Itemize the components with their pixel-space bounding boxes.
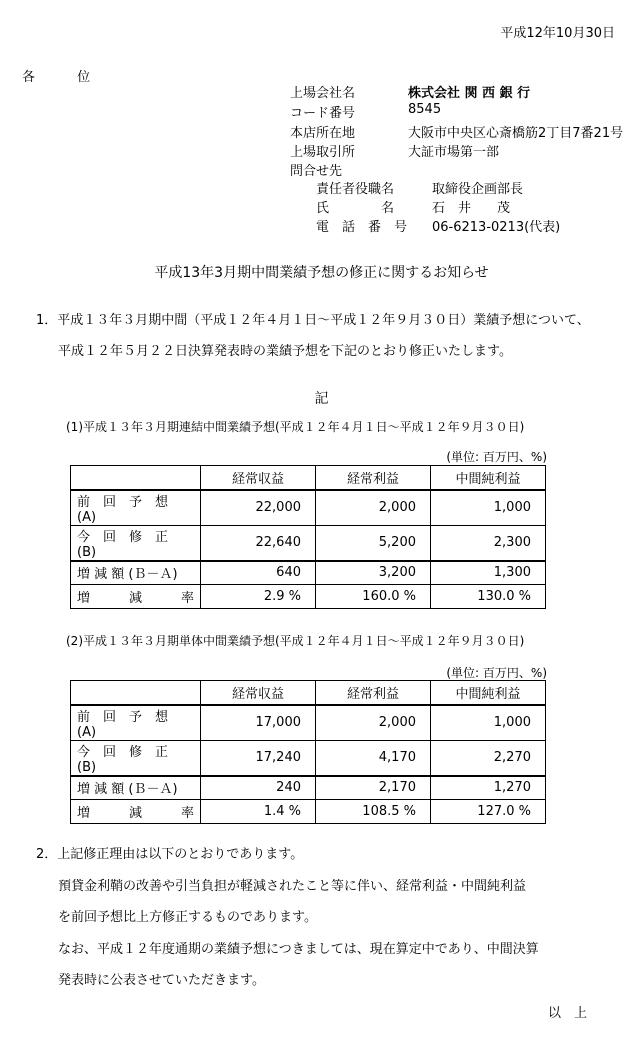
table-cell: 3,200: [316, 561, 431, 585]
table-cell: 1,000: [431, 705, 546, 741]
table-cell: 240: [201, 776, 316, 800]
section2-line1: 預貸金利鞘の改善や引当負担が軽減されたこと等に伴い、経常利益・中間純利益: [58, 879, 527, 894]
contact-title-value: 取締役企画部長: [432, 182, 524, 197]
table-cell: 1,300: [431, 561, 546, 585]
contact-name-label: 氏 名: [316, 201, 395, 216]
table1-header-row: [71, 466, 546, 490]
section1-line1: 1．平成１３年３月期中間（平成１２年４月１日～平成１２年９月３０日）業績予想について、: [36, 313, 590, 328]
row-label-part: 減: [128, 806, 142, 821]
table-cell: 17,000: [201, 705, 316, 741]
table2-header-cell: 中間純利益: [431, 681, 546, 705]
section2-heading: 2．上記修正理由は以下のとおりであります。: [36, 847, 304, 862]
table-row: [71, 740, 546, 776]
row-label: 前 回 予 想 (A): [71, 705, 201, 741]
table-row: [71, 490, 546, 526]
table2: [70, 680, 546, 824]
row-label-part: 率: [180, 591, 194, 606]
address-value: 大阪市中央区心斎橋筋2丁目7番21号: [408, 126, 624, 141]
row-label-part: 増: [77, 591, 91, 606]
table-cell: 17,240: [201, 740, 316, 776]
table2-header-row: [71, 681, 546, 705]
table-row: [71, 561, 546, 585]
exchange-label: 上場取引所: [290, 145, 356, 160]
table-cell: 108.5 %: [316, 800, 431, 824]
table-cell: 4,170: [316, 740, 431, 776]
table-cell: 22,000: [201, 490, 316, 526]
code-label: コード番号: [290, 106, 356, 121]
contact-phone-value: 06-6213-0213(代表): [432, 220, 561, 235]
table-cell: 130.0 %: [431, 585, 546, 609]
section2-line2: を前回予想比上方修正するものであります。: [58, 910, 317, 925]
table-cell: 22,640: [201, 525, 316, 561]
table1: [70, 465, 546, 609]
section2-line4: 発表時に公表させていただきます。: [58, 973, 265, 988]
row-label: 今 回 修 正 (B): [71, 525, 201, 561]
table-row: [71, 800, 546, 824]
table1-header-cell: 中間純利益: [431, 466, 546, 490]
addressee-part-1: 各: [22, 70, 36, 85]
row-label: 今 回 修 正 (B): [71, 740, 201, 776]
table-row: [71, 776, 546, 800]
table-cell: 2.9 %: [201, 585, 316, 609]
company-name-label: 上場会社名: [290, 86, 356, 101]
contact-phone-label: 電 話 番 号: [316, 220, 408, 235]
table2-header-cell: 経常利益: [316, 681, 431, 705]
page-title: 平成13年3月期中間業績予想の修正に関するお知らせ: [154, 265, 489, 281]
row-label: 増 減 額 (Ｂ－Ａ): [71, 561, 201, 585]
table1-corner-cell: [71, 466, 201, 490]
table1-caption: (1)平成１３年３月期連結中間業績予想(平成１２年４月１日～平成１２年９月３０日): [66, 420, 525, 434]
table-cell: 640: [201, 561, 316, 585]
closing-mark: 以 上: [547, 1006, 587, 1021]
table-cell: 127.0 %: [431, 800, 546, 824]
code-value: 8545: [408, 102, 442, 117]
table-cell: 2,000: [316, 705, 431, 741]
addressee: [22, 66, 90, 85]
table1-header-cell: 経常収益: [201, 466, 316, 490]
table2-caption: (2)平成１３年３月期単体中間業績予想(平成１２年４月１日～平成１２年９月３０日): [66, 634, 525, 648]
row-label-part: 増: [77, 806, 91, 821]
addressee-part-2: 位: [77, 70, 91, 85]
table1-header-cell: 経常利益: [316, 466, 431, 490]
contact-name-value: 石 井 茂: [432, 201, 511, 216]
address-label: 本店所在地: [290, 126, 356, 141]
table-row: [71, 525, 546, 561]
row-label: [71, 585, 201, 609]
exchange-value: 大証市場第一部: [408, 145, 500, 160]
table-row: [71, 585, 546, 609]
row-label-part: 減: [128, 591, 142, 606]
table-cell: 1,270: [431, 776, 546, 800]
table-row: [71, 705, 546, 741]
table-cell: 1.4 %: [201, 800, 316, 824]
company-name-value: 株式会社 関 西 銀 行: [408, 86, 531, 101]
section1-line2: 平成１２年５月２２日決算発表時の業績予想を下記のとおり修正いたします。: [58, 344, 512, 359]
table-cell: 1,000: [431, 490, 546, 526]
table-cell: 2,000: [316, 490, 431, 526]
row-label: 前 回 予 想 (A): [71, 490, 201, 526]
contact-title-label: 責任者役職名: [316, 182, 395, 197]
row-label-part: 率: [180, 806, 194, 821]
ki-heading: 記: [314, 391, 329, 407]
row-label: [71, 800, 201, 824]
table-cell: 2,270: [431, 740, 546, 776]
table2-header-cell: 経常収益: [201, 681, 316, 705]
table2-unit: (単位: 百万円、%): [446, 666, 547, 680]
row-label: 増 減 額 (Ｂ－Ａ): [71, 776, 201, 800]
document-date: 平成12年10月30日: [500, 26, 615, 41]
table2-corner-cell: [71, 681, 201, 705]
table-cell: 5,200: [316, 525, 431, 561]
table-cell: 2,170: [316, 776, 431, 800]
contact-label: 問合せ先: [290, 164, 343, 179]
table-cell: 2,300: [431, 525, 546, 561]
table1-unit: (単位: 百万円、%): [446, 450, 547, 464]
table-cell: 160.0 %: [316, 585, 431, 609]
section2-line3: なお、平成１２年度通期の業績予想につきましては、現在算定中であり、中間決算: [58, 942, 539, 957]
